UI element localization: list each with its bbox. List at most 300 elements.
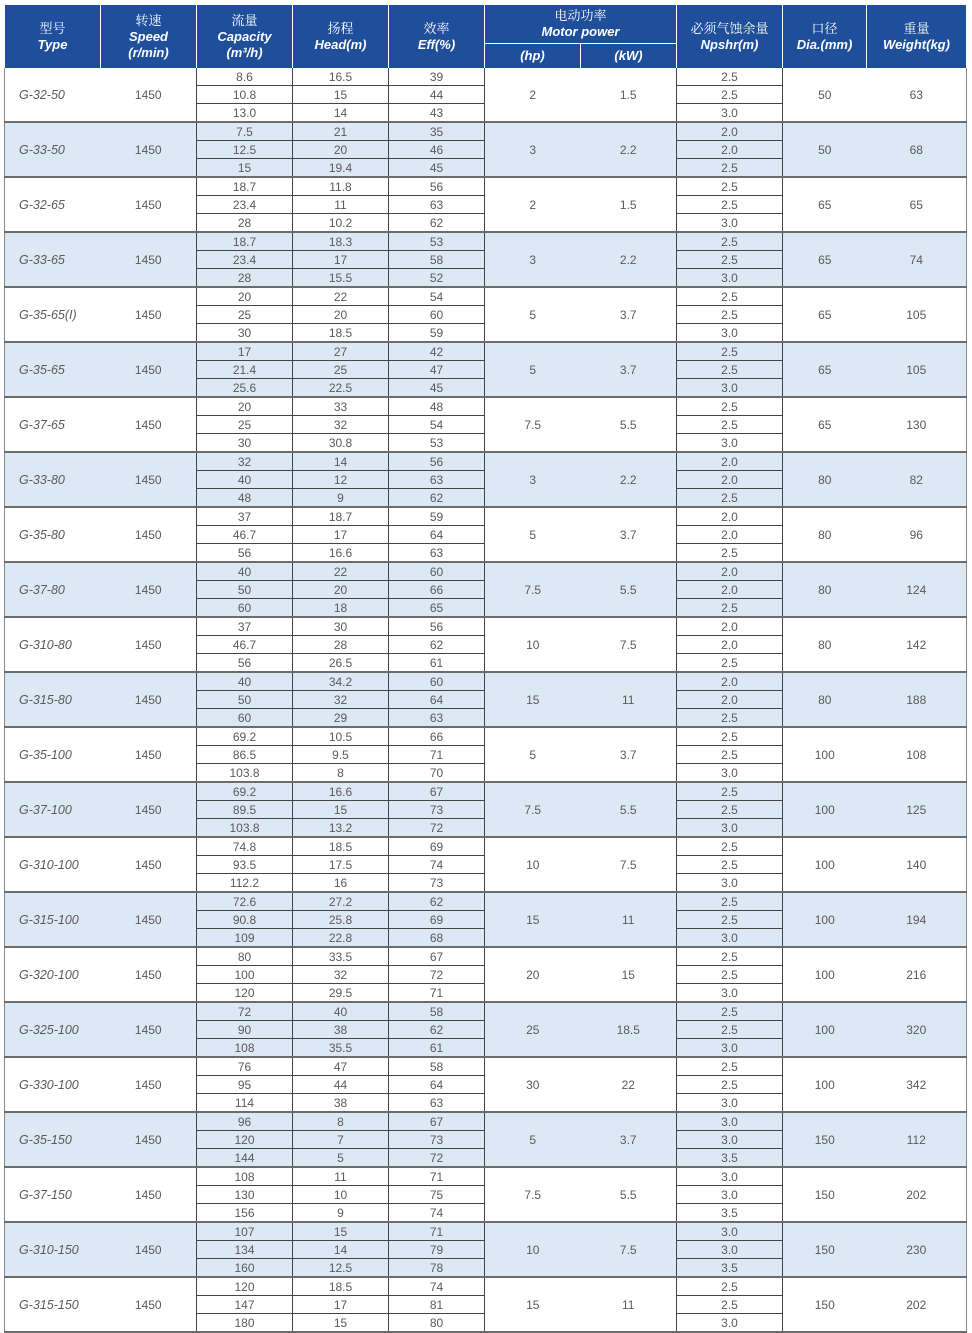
weight-value: 65 bbox=[867, 177, 967, 232]
header-motor-power bbox=[485, 5, 677, 44]
head-value: 12 bbox=[293, 471, 389, 489]
capacity-value: 69.2 bbox=[197, 782, 293, 801]
capacity-value: 28 bbox=[197, 269, 293, 288]
npshr-value: 2.0 bbox=[677, 617, 783, 636]
dia-value: 100 bbox=[783, 727, 867, 782]
head-value: 10 bbox=[293, 1186, 389, 1204]
weight-value: 82 bbox=[867, 452, 967, 507]
header-speed-en: Speed bbox=[128, 28, 168, 44]
header-type bbox=[5, 5, 101, 68]
npshr-value: 2.5 bbox=[677, 86, 783, 104]
eff-value: 63 bbox=[389, 709, 485, 728]
eff-value: 78 bbox=[389, 1259, 485, 1278]
npshr-value: 2.5 bbox=[677, 1277, 783, 1296]
capacity-value: 95 bbox=[197, 1076, 293, 1094]
table-body bbox=[5, 68, 967, 1332]
table-row bbox=[5, 1277, 967, 1296]
table-row bbox=[5, 232, 967, 251]
motor-hp: 5 bbox=[485, 1112, 581, 1167]
header-speed bbox=[101, 5, 197, 68]
eff-value: 69 bbox=[389, 911, 485, 929]
table-header bbox=[5, 5, 967, 68]
npshr-value: 2.5 bbox=[677, 1057, 783, 1076]
capacity-value: 40 bbox=[197, 562, 293, 581]
header-dia bbox=[783, 5, 867, 68]
motor-hp: 2 bbox=[485, 177, 581, 232]
head-value: 27.2 bbox=[293, 892, 389, 911]
motor-kw: 1.5 bbox=[581, 68, 677, 122]
weight-value: 320 bbox=[867, 1002, 967, 1057]
head-value: 20 bbox=[293, 581, 389, 599]
dia-value: 100 bbox=[783, 1057, 867, 1112]
header-eff-en: Eff(%) bbox=[417, 36, 456, 52]
npshr-value: 3.0 bbox=[677, 104, 783, 123]
model-type: G-315-150 bbox=[5, 1277, 101, 1332]
header-head bbox=[293, 5, 389, 68]
model-speed: 1450 bbox=[101, 617, 197, 672]
head-value: 5 bbox=[293, 1149, 389, 1168]
header-capacity-en: Capacity bbox=[217, 28, 272, 44]
head-value: 25.8 bbox=[293, 911, 389, 929]
npshr-value: 3.0 bbox=[677, 1314, 783, 1333]
eff-value: 72 bbox=[389, 966, 485, 984]
eff-value: 62 bbox=[389, 489, 485, 508]
eff-value: 60 bbox=[389, 562, 485, 581]
model-speed: 1450 bbox=[101, 672, 197, 727]
head-value: 22 bbox=[293, 287, 389, 306]
capacity-value: 90 bbox=[197, 1021, 293, 1039]
motor-kw: 15 bbox=[581, 947, 677, 1002]
table-row bbox=[5, 1002, 967, 1021]
head-value: 16.6 bbox=[293, 544, 389, 563]
table-row bbox=[5, 672, 967, 691]
capacity-value: 25 bbox=[197, 416, 293, 434]
eff-value: 67 bbox=[389, 782, 485, 801]
motor-kw: 1.5 bbox=[581, 177, 677, 232]
dia-value: 65 bbox=[783, 232, 867, 287]
header-weight bbox=[867, 5, 967, 68]
model-speed: 1450 bbox=[101, 122, 197, 177]
capacity-value: 69.2 bbox=[197, 727, 293, 746]
eff-value: 56 bbox=[389, 452, 485, 471]
head-value: 18.5 bbox=[293, 324, 389, 343]
capacity-value: 147 bbox=[197, 1296, 293, 1314]
npshr-value: 2.5 bbox=[677, 232, 783, 251]
head-value: 34.2 bbox=[293, 672, 389, 691]
capacity-value: 17 bbox=[197, 342, 293, 361]
model-speed: 1450 bbox=[101, 1057, 197, 1112]
table-row bbox=[5, 122, 967, 141]
npshr-value: 2.0 bbox=[677, 526, 783, 544]
motor-hp: 15 bbox=[485, 672, 581, 727]
header-dia-zh: 口径 bbox=[811, 20, 838, 36]
head-value: 11 bbox=[293, 196, 389, 214]
header-head-en: Head(m) bbox=[314, 36, 367, 52]
header-eff-zh: 效率 bbox=[423, 20, 450, 36]
capacity-value: 28 bbox=[197, 214, 293, 233]
capacity-value: 134 bbox=[197, 1241, 293, 1259]
npshr-value: 3.0 bbox=[677, 269, 783, 288]
header-npshr bbox=[677, 5, 783, 68]
npshr-value: 3.0 bbox=[677, 874, 783, 893]
head-value: 18.5 bbox=[293, 1277, 389, 1296]
motor-hp: 10 bbox=[485, 617, 581, 672]
capacity-value: 12.5 bbox=[197, 141, 293, 159]
capacity-value: 46.7 bbox=[197, 526, 293, 544]
eff-value: 56 bbox=[389, 617, 485, 636]
eff-value: 71 bbox=[389, 984, 485, 1003]
head-value: 10.2 bbox=[293, 214, 389, 233]
capacity-value: 160 bbox=[197, 1259, 293, 1278]
motor-kw: 5.5 bbox=[581, 1167, 677, 1222]
table-row bbox=[5, 68, 967, 86]
motor-kw: 3.7 bbox=[581, 342, 677, 397]
model-type: G-310-150 bbox=[5, 1222, 101, 1277]
head-value: 13.2 bbox=[293, 819, 389, 838]
table-row bbox=[5, 342, 967, 361]
head-value: 20 bbox=[293, 141, 389, 159]
dia-value: 100 bbox=[783, 892, 867, 947]
npshr-value: 2.5 bbox=[677, 68, 783, 86]
table-row bbox=[5, 1222, 967, 1241]
head-value: 9.5 bbox=[293, 746, 389, 764]
motor-hp: 25 bbox=[485, 1002, 581, 1057]
eff-value: 74 bbox=[389, 856, 485, 874]
capacity-value: 21.4 bbox=[197, 361, 293, 379]
npshr-value: 2.5 bbox=[677, 416, 783, 434]
motor-hp: 5 bbox=[485, 727, 581, 782]
eff-value: 73 bbox=[389, 874, 485, 893]
model-type: G-310-100 bbox=[5, 837, 101, 892]
head-value: 32 bbox=[293, 966, 389, 984]
motor-hp: 15 bbox=[485, 1277, 581, 1332]
eff-value: 66 bbox=[389, 581, 485, 599]
npshr-value: 2.0 bbox=[677, 562, 783, 581]
dia-value: 65 bbox=[783, 397, 867, 452]
model-speed: 1450 bbox=[101, 727, 197, 782]
npshr-value: 2.5 bbox=[677, 654, 783, 673]
dia-value: 100 bbox=[783, 837, 867, 892]
dia-value: 65 bbox=[783, 177, 867, 232]
eff-value: 73 bbox=[389, 801, 485, 819]
model-type: G-37-150 bbox=[5, 1167, 101, 1222]
npshr-value: 2.0 bbox=[677, 581, 783, 599]
capacity-value: 72.6 bbox=[197, 892, 293, 911]
eff-value: 74 bbox=[389, 1204, 485, 1223]
capacity-value: 13.0 bbox=[197, 104, 293, 123]
motor-kw: 2.2 bbox=[581, 452, 677, 507]
model-type: G-330-100 bbox=[5, 1057, 101, 1112]
model-speed: 1450 bbox=[101, 892, 197, 947]
dia-value: 150 bbox=[783, 1277, 867, 1332]
weight-value: 105 bbox=[867, 287, 967, 342]
dia-value: 65 bbox=[783, 287, 867, 342]
dia-value: 80 bbox=[783, 562, 867, 617]
header-head-zh: 扬程 bbox=[327, 20, 354, 36]
dia-value: 100 bbox=[783, 1002, 867, 1057]
npshr-value: 2.0 bbox=[677, 672, 783, 691]
capacity-value: 10.8 bbox=[197, 86, 293, 104]
weight-value: 96 bbox=[867, 507, 967, 562]
capacity-value: 76 bbox=[197, 1057, 293, 1076]
capacity-value: 20 bbox=[197, 397, 293, 416]
head-value: 29 bbox=[293, 709, 389, 728]
head-value: 22.5 bbox=[293, 379, 389, 398]
head-value: 38 bbox=[293, 1021, 389, 1039]
npshr-value: 3.0 bbox=[677, 1186, 783, 1204]
head-value: 27 bbox=[293, 342, 389, 361]
capacity-value: 37 bbox=[197, 507, 293, 526]
motor-kw: 2.2 bbox=[581, 232, 677, 287]
npshr-value: 3.0 bbox=[677, 1131, 783, 1149]
npshr-value: 3.0 bbox=[677, 929, 783, 948]
header-type-zh: 型号 bbox=[39, 20, 66, 36]
head-value: 14 bbox=[293, 1241, 389, 1259]
head-value: 22 bbox=[293, 562, 389, 581]
weight-value: 124 bbox=[867, 562, 967, 617]
head-value: 15 bbox=[293, 86, 389, 104]
npshr-value: 2.5 bbox=[677, 159, 783, 178]
table-row bbox=[5, 947, 967, 966]
capacity-value: 103.8 bbox=[197, 819, 293, 838]
npshr-value: 2.5 bbox=[677, 837, 783, 856]
capacity-value: 93.5 bbox=[197, 856, 293, 874]
npshr-value: 2.5 bbox=[677, 599, 783, 618]
table-row bbox=[5, 782, 967, 801]
model-speed: 1450 bbox=[101, 1277, 197, 1332]
capacity-value: 30 bbox=[197, 434, 293, 453]
table-row bbox=[5, 727, 967, 746]
head-value: 35.5 bbox=[293, 1039, 389, 1058]
eff-value: 47 bbox=[389, 361, 485, 379]
eff-value: 53 bbox=[389, 434, 485, 453]
header-capacity-unit: (m³/h) bbox=[226, 44, 263, 60]
model-speed: 1450 bbox=[101, 1167, 197, 1222]
capacity-value: 40 bbox=[197, 471, 293, 489]
model-type: G-315-80 bbox=[5, 672, 101, 727]
motor-kw: 7.5 bbox=[581, 1222, 677, 1277]
header-capacity bbox=[197, 5, 293, 68]
table-row bbox=[5, 837, 967, 856]
head-value: 15.5 bbox=[293, 269, 389, 288]
model-type: G-37-80 bbox=[5, 562, 101, 617]
eff-value: 65 bbox=[389, 599, 485, 618]
motor-hp: 30 bbox=[485, 1057, 581, 1112]
model-speed: 1450 bbox=[101, 562, 197, 617]
header-capacity-zh: 流量 bbox=[231, 12, 258, 28]
model-speed: 1450 bbox=[101, 232, 197, 287]
header-dia-en: Dia.(mm) bbox=[796, 36, 853, 52]
dia-value: 150 bbox=[783, 1222, 867, 1277]
motor-hp: 15 bbox=[485, 892, 581, 947]
eff-value: 48 bbox=[389, 397, 485, 416]
eff-value: 62 bbox=[389, 214, 485, 233]
eff-value: 59 bbox=[389, 507, 485, 526]
npshr-value: 2.5 bbox=[677, 1296, 783, 1314]
npshr-value: 3.0 bbox=[677, 434, 783, 453]
npshr-value: 3.0 bbox=[677, 1167, 783, 1186]
model-speed: 1450 bbox=[101, 452, 197, 507]
eff-value: 67 bbox=[389, 1112, 485, 1131]
head-value: 9 bbox=[293, 1204, 389, 1223]
model-type: G-325-100 bbox=[5, 1002, 101, 1057]
weight-value: 63 bbox=[867, 68, 967, 122]
eff-value: 64 bbox=[389, 691, 485, 709]
weight-value: 130 bbox=[867, 397, 967, 452]
head-value: 40 bbox=[293, 1002, 389, 1021]
model-speed: 1450 bbox=[101, 782, 197, 837]
table-row bbox=[5, 177, 967, 196]
npshr-value: 2.5 bbox=[677, 856, 783, 874]
capacity-value: 8.6 bbox=[197, 68, 293, 86]
head-value: 16.5 bbox=[293, 68, 389, 86]
model-type: G-33-65 bbox=[5, 232, 101, 287]
eff-value: 63 bbox=[389, 196, 485, 214]
weight-value: 216 bbox=[867, 947, 967, 1002]
eff-value: 81 bbox=[389, 1296, 485, 1314]
header-type-en: Type bbox=[37, 36, 68, 52]
npshr-value: 2.5 bbox=[677, 892, 783, 911]
head-value: 28 bbox=[293, 636, 389, 654]
motor-kw: 22 bbox=[581, 1057, 677, 1112]
head-value: 33.5 bbox=[293, 947, 389, 966]
header-motor-en: Motor power bbox=[541, 24, 620, 39]
npshr-value: 2.5 bbox=[677, 801, 783, 819]
weight-value: 194 bbox=[867, 892, 967, 947]
eff-value: 67 bbox=[389, 947, 485, 966]
table-row bbox=[5, 397, 967, 416]
eff-value: 61 bbox=[389, 654, 485, 673]
capacity-value: 56 bbox=[197, 544, 293, 563]
capacity-value: 40 bbox=[197, 672, 293, 691]
model-type: G-37-65 bbox=[5, 397, 101, 452]
head-value: 14 bbox=[293, 104, 389, 123]
model-type: G-315-100 bbox=[5, 892, 101, 947]
capacity-value: 30 bbox=[197, 324, 293, 343]
capacity-value: 107 bbox=[197, 1222, 293, 1241]
eff-value: 53 bbox=[389, 232, 485, 251]
motor-kw: 11 bbox=[581, 672, 677, 727]
table-row bbox=[5, 1057, 967, 1076]
eff-value: 75 bbox=[389, 1186, 485, 1204]
capacity-value: 100 bbox=[197, 966, 293, 984]
motor-kw: 2.2 bbox=[581, 122, 677, 177]
motor-hp: 5 bbox=[485, 507, 581, 562]
header-speed-unit: (r/min) bbox=[128, 44, 169, 60]
model-speed: 1450 bbox=[101, 287, 197, 342]
header-weight-zh: 重量 bbox=[903, 20, 930, 36]
head-value: 9 bbox=[293, 489, 389, 508]
npshr-value: 3.0 bbox=[677, 1094, 783, 1113]
eff-value: 45 bbox=[389, 159, 485, 178]
motor-kw: 5.5 bbox=[581, 782, 677, 837]
dia-value: 80 bbox=[783, 617, 867, 672]
model-type: G-310-80 bbox=[5, 617, 101, 672]
npshr-value: 2.5 bbox=[677, 782, 783, 801]
npshr-value: 2.0 bbox=[677, 507, 783, 526]
head-value: 22.8 bbox=[293, 929, 389, 948]
table-row bbox=[5, 452, 967, 471]
capacity-value: 50 bbox=[197, 691, 293, 709]
npshr-value: 2.5 bbox=[677, 544, 783, 563]
capacity-value: 60 bbox=[197, 599, 293, 618]
npshr-value: 2.5 bbox=[677, 342, 783, 361]
model-type: G-32-50 bbox=[5, 68, 101, 122]
npshr-value: 3.0 bbox=[677, 1039, 783, 1058]
model-type: G-320-100 bbox=[5, 947, 101, 1002]
dia-value: 80 bbox=[783, 452, 867, 507]
npshr-value: 2.0 bbox=[677, 122, 783, 141]
model-speed: 1450 bbox=[101, 68, 197, 122]
head-value: 32 bbox=[293, 691, 389, 709]
eff-value: 62 bbox=[389, 892, 485, 911]
model-type: G-35-80 bbox=[5, 507, 101, 562]
npshr-value: 2.0 bbox=[677, 141, 783, 159]
capacity-value: 86.5 bbox=[197, 746, 293, 764]
pump-spec-table bbox=[4, 5, 967, 1333]
eff-value: 54 bbox=[389, 287, 485, 306]
head-value: 21 bbox=[293, 122, 389, 141]
capacity-value: 23.4 bbox=[197, 196, 293, 214]
eff-value: 66 bbox=[389, 727, 485, 746]
dia-value: 50 bbox=[783, 68, 867, 122]
model-speed: 1450 bbox=[101, 1112, 197, 1167]
head-value: 18.3 bbox=[293, 232, 389, 251]
capacity-value: 144 bbox=[197, 1149, 293, 1168]
motor-kw: 7.5 bbox=[581, 837, 677, 892]
eff-value: 73 bbox=[389, 1131, 485, 1149]
eff-value: 58 bbox=[389, 1057, 485, 1076]
npshr-value: 3.0 bbox=[677, 1241, 783, 1259]
npshr-value: 3.5 bbox=[677, 1204, 783, 1223]
eff-value: 63 bbox=[389, 1094, 485, 1113]
head-value: 32 bbox=[293, 416, 389, 434]
eff-value: 64 bbox=[389, 526, 485, 544]
head-value: 26.5 bbox=[293, 654, 389, 673]
npshr-value: 2.5 bbox=[677, 489, 783, 508]
npshr-value: 2.5 bbox=[677, 196, 783, 214]
npshr-value: 3.0 bbox=[677, 764, 783, 783]
dia-value: 80 bbox=[783, 672, 867, 727]
motor-hp: 10 bbox=[485, 837, 581, 892]
eff-value: 72 bbox=[389, 1149, 485, 1168]
capacity-value: 32 bbox=[197, 452, 293, 471]
head-value: 44 bbox=[293, 1076, 389, 1094]
model-type: G-35-150 bbox=[5, 1112, 101, 1167]
capacity-value: 20 bbox=[197, 287, 293, 306]
head-value: 38 bbox=[293, 1094, 389, 1113]
model-type: G-33-80 bbox=[5, 452, 101, 507]
model-type: G-35-100 bbox=[5, 727, 101, 782]
motor-hp: 7.5 bbox=[485, 397, 581, 452]
eff-value: 69 bbox=[389, 837, 485, 856]
eff-value: 64 bbox=[389, 1076, 485, 1094]
eff-value: 68 bbox=[389, 929, 485, 948]
npshr-value: 3.0 bbox=[677, 214, 783, 233]
motor-hp: 7.5 bbox=[485, 1167, 581, 1222]
weight-value: 202 bbox=[867, 1167, 967, 1222]
npshr-value: 2.5 bbox=[677, 397, 783, 416]
npshr-value: 3.0 bbox=[677, 379, 783, 398]
npshr-value: 2.0 bbox=[677, 691, 783, 709]
motor-kw: 11 bbox=[581, 892, 677, 947]
dia-value: 65 bbox=[783, 342, 867, 397]
capacity-value: 120 bbox=[197, 1131, 293, 1149]
table-row bbox=[5, 1112, 967, 1131]
head-value: 17 bbox=[293, 251, 389, 269]
motor-hp: 3 bbox=[485, 232, 581, 287]
model-speed: 1450 bbox=[101, 947, 197, 1002]
